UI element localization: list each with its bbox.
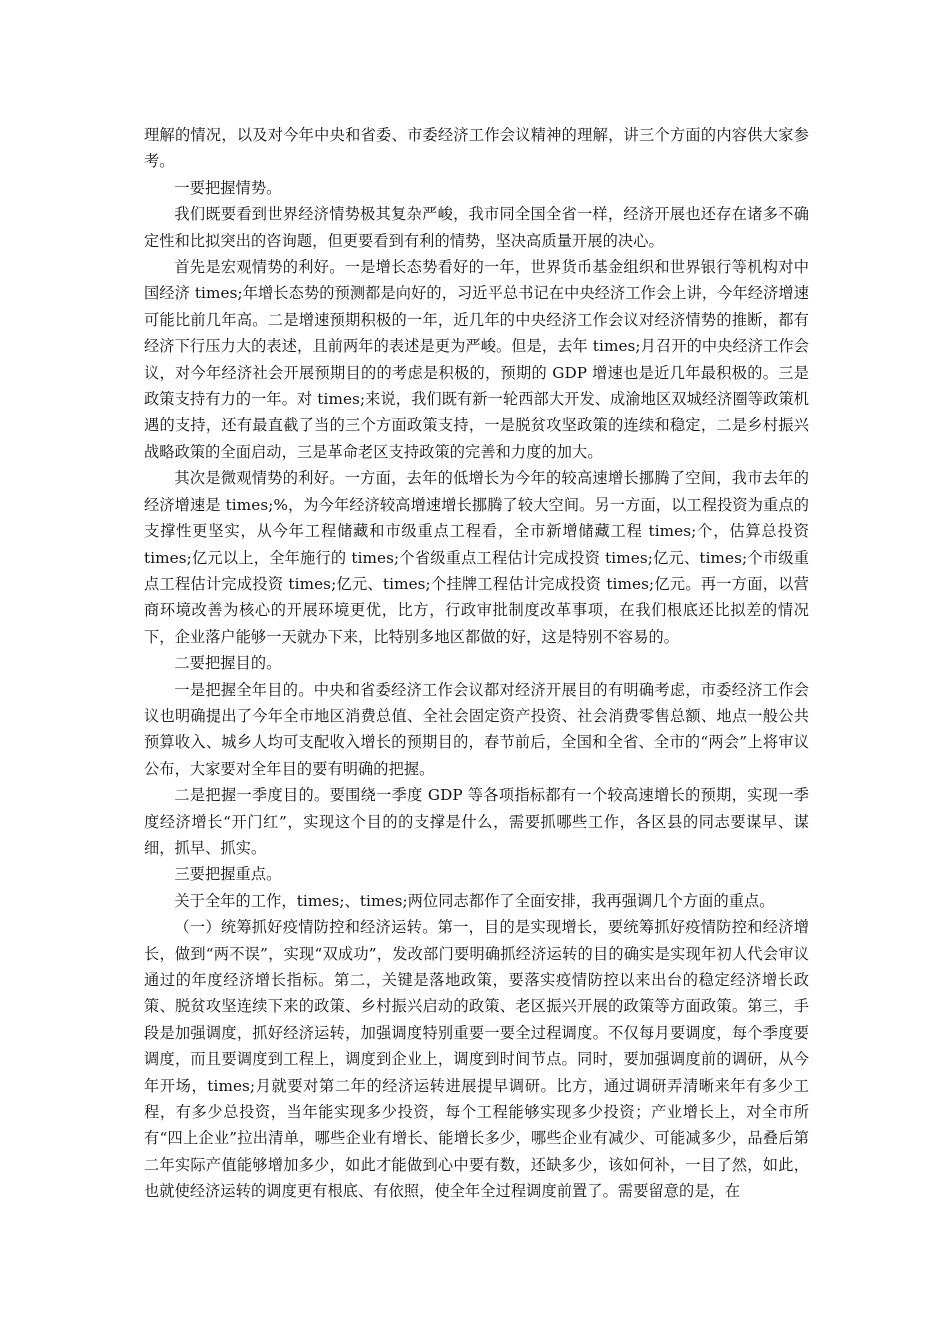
paragraph-3: 我们既要看到世界经济情势极其复杂严峻，我市同全国全省一样，经济开展也还存在诸多不确定性和比拟突出的咨询题，但更要看到有利的情势，坚决高质量开展的决心。 [144, 205, 809, 250]
paragraph-quarter-target: 二是把握一季度目的。要围绕一季度 GDP 等各项指标都有一个较高速增长的预期，实现一季度经济增长“开门红”，实现这个目的的支撑是什么，需要抓哪些工作，各区县的同志要谋早、谋细，抓早、抓实。 [144, 786, 809, 857]
paragraph-1: 理解的情况，以及对今年中央和省委、市委经济工作会议精神的理解，讲三个方面的内容供大家参考。 [144, 126, 809, 171]
heading-grasp-targets: 二要把握目的。 [174, 654, 282, 673]
paragraph-annual-target: 一是把握全年目的。中央和省委经济工作会议都对经济开展目的有明确考虑，市委经济工作会议也明确提出了今年全市地区消费总值、全社会固定资产投资、社会消费零售总额、地点一般公共预算收入、城乡人均可支配收入增长的预期目的，春节前后，全国和全省、全市的“两会”上将审议公布，大家要对全年目的要有明确的把握。 [144, 680, 809, 778]
paragraph-annual-work: 关于全年的工作，times;、times;两位同志都作了全面安排，我再强调几个方面的重点。 [174, 891, 775, 910]
heading-grasp-priorities: 三要把握重点。 [174, 865, 282, 884]
document-body [144, 122, 809, 1205]
heading-grasp-situation: 一要把握情势。 [174, 178, 282, 197]
paragraph-macro-situation: 首先是宏观情势的利好。一是增长态势看好的一年，世界货币基金组织和世界银行等机构对中国经济 times;年增长态势的预测都是向好的，习近平总书记在中央经济工作会上讲，今年经济增速可能比前几年高。二是增速预期积极的一年，近几年的中央经济工作会议对经济情势的推断，都有经济下行压力大的表述，且前两年的表述是更为严峻。但是，去年 times;月召开的中央经济工作会议，对今年经济社会开展预期目的的考虑是积极的，预期的 GDP 增速也是近几年最积极的。三是政策支持有力的一年。对 times;来说，我们既有新一轮西部大开发、成渝地区双城经济圈等政策机遇的支持，还有最直截了当的三个方面政策支持，一是脱贫攻坚政策的连续和稳定，二是乡村振兴战略政策的全面启动，三是革命老区支持政策的完善和力度的加大。 [144, 258, 809, 461]
paragraph-epidemic-economy: （一）统筹抓好疫情防控和经济运转。第一，目的是实现增长，要统筹抓好疫情防控和经济增长，做到“两不误”，实现“双成功”，发改部门要明确抓经济运转的目的确实是实现年初人代会审议通过的年度经济增长指标。第二，关键是落地政策，要落实疫情防控以来出台的稳定经济增长政策、脱贫攻坚连续下来的政策、乡村振兴启动的政策、老区振兴开展的政策等方面政策。第三，手段是加强调度，抓好经济运转，加强调度特别重要一要全过程调度。不仅每月要调度，每个季度要调度，而且要调度到工程上，调度到企业上，调度到时间节点。同时，要加强调度前的调研，从今年开场，times;月就要对第二年的经济运转进展提早调研。比方，通过调研弄清晰来年有多少工程，有多少总投资，当年能实现多少投资，每个工程能够实现多少投资；产业增长上，对全市所有“四上企业”拉出清单，哪些企业有增长、能增长多少，哪些企业有减少、可能减多少，品叠后第二年实际产值能够增加多少，如此才能做到心中要有数，还缺多少，该如何补，一目了然，如此，也就使经济运转的调度更有根底、有依照，使全年全过程调度前置了。需要留意的是，在 [144, 918, 809, 1201]
paragraph-micro-situation: 其次是微观情势的利好。一方面，去年的低增长为今年的较高速增长挪腾了空间，我市去年的经济增速是 times;%，为今年经济较高增速增长挪腾了较大空间。另一方面，以工程投资为重点的支撑性更坚实，从今年工程储藏和市级重点工程看，全市新增储藏工程 times;个，估算总投资 times;亿元以上，全年施行的 times;个省级重点工程估计完成投资 times;亿元、times;个市级重点工程估计完成投资 times;亿元、times;个挂牌工程估计完成投资 times;亿元。再一方面，以营商环境改善为核心的开展环境更优，比方，行政审批制度改革事项，在我们根底还比拟差的情况下，企业落户能够一天就办下来，比特别多地区都做的好，这是特别不容易的。 [144, 469, 809, 646]
